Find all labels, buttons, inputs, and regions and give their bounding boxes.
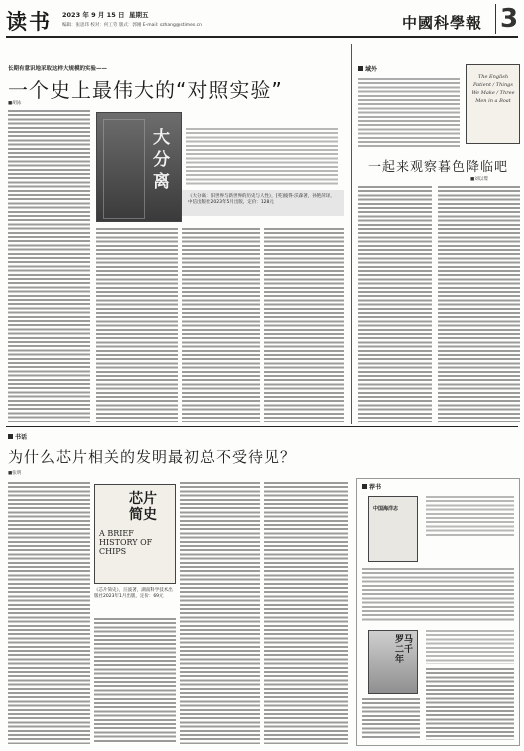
sidebar2-book1-review — [362, 568, 514, 622]
article2-column-3 — [180, 482, 260, 744]
article2-tag — [8, 432, 27, 441]
sidebar1-headline: 一起来观察暮色降临吧 — [368, 160, 509, 175]
article2-column-4 — [264, 482, 348, 744]
article1-column-2 — [96, 228, 178, 422]
article1-book-cover — [96, 112, 182, 222]
article2-cover-english: A BRIEF HISTORY OF CHIPS — [99, 529, 153, 556]
newspaper-masthead: 中國科學報 — [402, 14, 483, 32]
weekday-text: 星期五 — [129, 11, 149, 19]
tag-marker-icon — [362, 484, 367, 489]
sidebar1-divider — [351, 44, 352, 424]
sidebar2-book2-review-2 — [362, 698, 420, 740]
sidebar1-book-cover — [466, 64, 520, 144]
page-number: 3 — [500, 4, 519, 34]
article1-byline: ■胡泳 — [8, 101, 22, 106]
article1-headline: 一个史上最伟大的“对照实验” — [8, 78, 283, 102]
article2-column-1 — [8, 482, 90, 744]
sidebar2-book1-caption — [426, 496, 514, 538]
sidebar1-column-1 — [358, 186, 432, 422]
sidebar1-tag-label: 域外 — [365, 66, 378, 73]
tag-marker-icon — [358, 66, 363, 71]
sidebar1-tag — [358, 64, 377, 73]
section-title: 读书 — [6, 10, 52, 34]
article1-column-4 — [264, 228, 344, 422]
sidebar2-book2-title: 罗马二千年 — [395, 635, 414, 665]
sidebar2-tag — [362, 482, 381, 491]
article1-column-3 — [182, 228, 260, 422]
article2-column-2 — [94, 618, 176, 744]
sidebar1-cover-text: The English Patient / Things We Make / Three Men in a Boat — [471, 74, 515, 104]
article2-book-cover — [94, 484, 176, 584]
article1-intro — [186, 128, 338, 186]
sidebar1-column-2 — [438, 186, 520, 422]
sidebar2-book1-title: 中国海洋志 — [373, 506, 399, 512]
sidebar2-book2-caption — [426, 630, 514, 664]
sidebar2-tag-label: 荐书 — [369, 484, 382, 491]
cover-ornament — [103, 119, 145, 219]
article2-caption: 《芯片简史》，汪波著，湖南科学技术出版社2023年1月出版，定价：69元 — [94, 588, 173, 599]
sidebar1-intro — [358, 78, 460, 148]
article1-caption: 《大分离：旧世界与新世界的历史与人性》，[英]彼得·沃森著，孙艳萍译，中信出版社2023年5月出版，定价：128元 — [188, 194, 335, 205]
sidebar2-book2-cover — [368, 630, 418, 694]
article2-tag-label: 书话 — [15, 434, 28, 441]
date-text: 2023 年 9 月 15 日 — [62, 11, 125, 19]
issue-date — [62, 10, 149, 19]
editor-meta: 编辑：张思玮 校对：何工劳 版式：郭刚 E-mail: szhang@stimes.cn — [62, 23, 202, 28]
article1-cover-title: 大分离 — [153, 128, 170, 192]
article2-cover-title: 芯片简史 — [129, 491, 157, 523]
article2-byline: ■张明 — [8, 471, 22, 476]
header-rule — [6, 36, 518, 38]
article1-kicker: 长期有意识地采取这样大规模的实验—— — [8, 66, 108, 72]
tag-marker-icon — [8, 434, 13, 439]
sidebar1-byline: ■刘以璟 — [470, 177, 488, 182]
article1-column-1 — [8, 110, 90, 422]
page-number-divider — [495, 4, 496, 34]
article1-caption-box — [182, 190, 344, 216]
sidebar2-book2-review — [426, 668, 514, 740]
sidebar2-book1-cover — [368, 496, 418, 562]
article2-headline: 为什么芯片相关的发明最初总不受待见？ — [8, 448, 297, 466]
mid-rule — [6, 426, 518, 427]
